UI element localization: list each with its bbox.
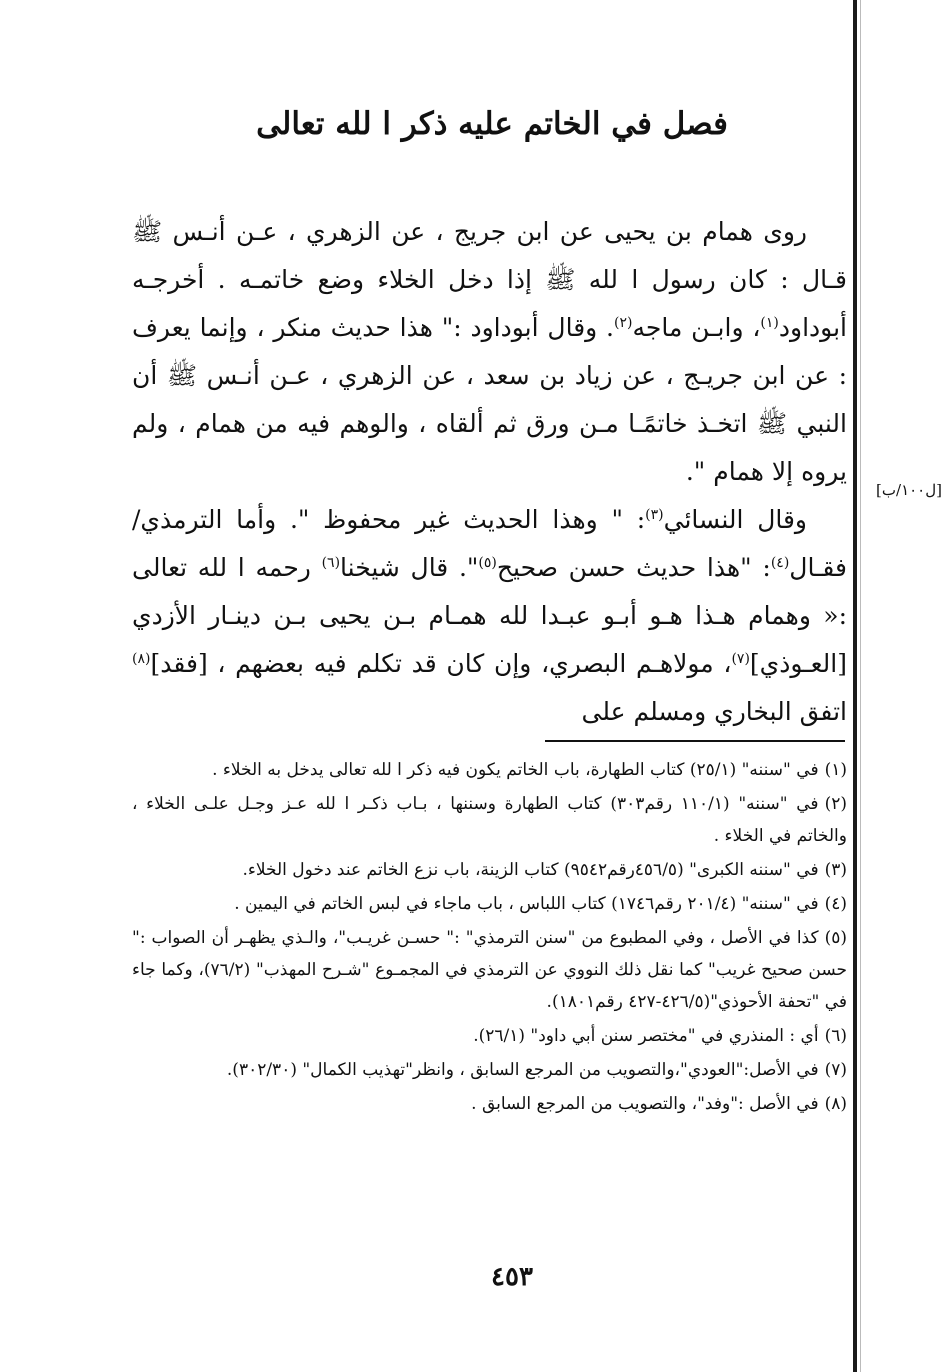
footnote-ref-5[interactable]: (٥) [478,555,497,571]
page-number: ٤٥٣ [491,1262,533,1292]
footnote-text: في "سننه" (٢٥/١) كتاب الطهارة، باب الخاتم يكون فيه ذكر ا لله تعالى يدخل به الخلاء . [212,760,819,780]
footnote-8 [132,1088,847,1120]
paragraph-2: وقال النسائي$^{(٣)}$: " وهذا الحديث غير محفوظ ". وأما الترمذي/ فقـال$^{(٤)}$: "هذا حديث حسن صحيح$^{(٥)}$". قال شيخنا$^{(٦)}$ رحمه ا لله تعالى :« وهمام هـذا هـو أبـو عبـدا لله همـام بـن يحيى بـن دينـار الأزدي [العـوذي]$^{(٧)}$، مولاهـم البصري، وإن كان قد تكلم فيه بعضهم ، [فقد]$^{(٨)}$ اتفق البخاري ومسلم على [132,505,847,726]
footnote-text: في "سننه" (٢٠١/٤ رقم١٧٤٦) كتاب اللباس ، باب ماجاء في لبس الخاتم في اليمين . [234,894,819,914]
footnote-text: في "سننه الكبرى" (٤٥٦/٥رقم٩٥٤٢) كتاب الزينة، باب نزع الخاتم عند دخول الخلاء. [242,860,819,880]
footnote-ref-4[interactable]: (٤) [770,555,790,571]
main-text [132,208,847,736]
manuscript-folio-note: [ل١٠٠/ب] [876,481,942,499]
footnote-5 [132,922,847,1018]
footnote-ref-8[interactable]: (٨) [132,651,151,667]
footnote-number: (١) [824,760,847,780]
footnote-number: (٥) [824,928,847,948]
footnote-ref-3[interactable]: (٣) [645,507,664,523]
page-edge-shadow [860,0,861,1372]
footnote-separator [545,740,845,742]
footnote-2 [132,788,847,852]
footnote-1 [132,754,847,786]
footnote-ref-1[interactable]: (١) [760,315,779,331]
footnote-6 [132,1020,847,1052]
footnote-ref-2[interactable]: (٢) [614,315,633,331]
footnote-number: (٨) [824,1094,847,1114]
footnote-number: (٧) [824,1060,847,1080]
paragraph-1: روى همام بن يحيى عن ابن جريج ، عن الزهري ، عـن أنـس ﷺ قـال : كان رسول ا لله ﷺ إذا دخل الخلاء وضع خاتمـه . أخرجـه أبوداود$^{(١)}$، وابـن ماجه$^{(٢)}$. وقال أبوداود :" هذا حديث منكر ، وإنما يعرف : عن ابن جريـج ، عن زياد بن سعد ، عن الزهري ، عـن أنـس ﷺ أن النبي ﷺ اتخـذ خاتمًـا مـن ورق ثم ألقاه ، والوهم فيه من همام ، ولم يروه إلا همام ". [132,217,847,486]
footnote-number: (٢) [824,794,847,814]
footnote-7 [132,1054,847,1086]
footnote-ref-6[interactable]: (٦) [321,555,341,571]
footnote-ref-7[interactable]: (٧) [731,651,750,667]
footnote-number: (٤) [824,894,847,914]
footnote-3 [132,854,847,886]
page-edge [853,0,857,1372]
footnote-number: (٣) [824,860,847,880]
footnote-text: كذا في الأصل ، وفي المطبوع من "سنن الترمذي" :" حسـن غريـب"، والـذي يظهـر أن الصواب :" حسن صحيح غريب" كما نقل ذلك النووي عن الترمذي في المجمـوع "شـرح المهذب" (٧٦/٢)، وكما جاء في "تحفة الأحوذي"(٤٢٦/٥-٤٢٧ رقم١٨٠١). [132,928,848,1012]
footnote-text: في "سننه" (١١٠/١ رقم٣٠٣) كتاب الطهارة وسننها ، بـاب ذكـر ا لله عـز وجـل علـى الخلاء ، والخاتم في الخلاء . [132,794,847,846]
footnote-text: في الأصل :"وفد"، والتصويب من المرجع السابق . [471,1094,819,1114]
footnote-text: أي : المنذري في "مختصر سنن أبي داود" (٢٦/١). [473,1026,819,1046]
footnotes [132,754,847,1122]
footnote-4 [132,888,847,920]
footnote-text: في الأصل:"العودي"،والتصويب من المرجع السابق ، وانظر"تهذيب الكمال" (٣٠٢/٣٠). [226,1060,819,1080]
footnote-number: (٦) [824,1026,847,1046]
chapter-title: فصل في الخاتم عليه ذكر ا لله تعالى [256,106,728,142]
